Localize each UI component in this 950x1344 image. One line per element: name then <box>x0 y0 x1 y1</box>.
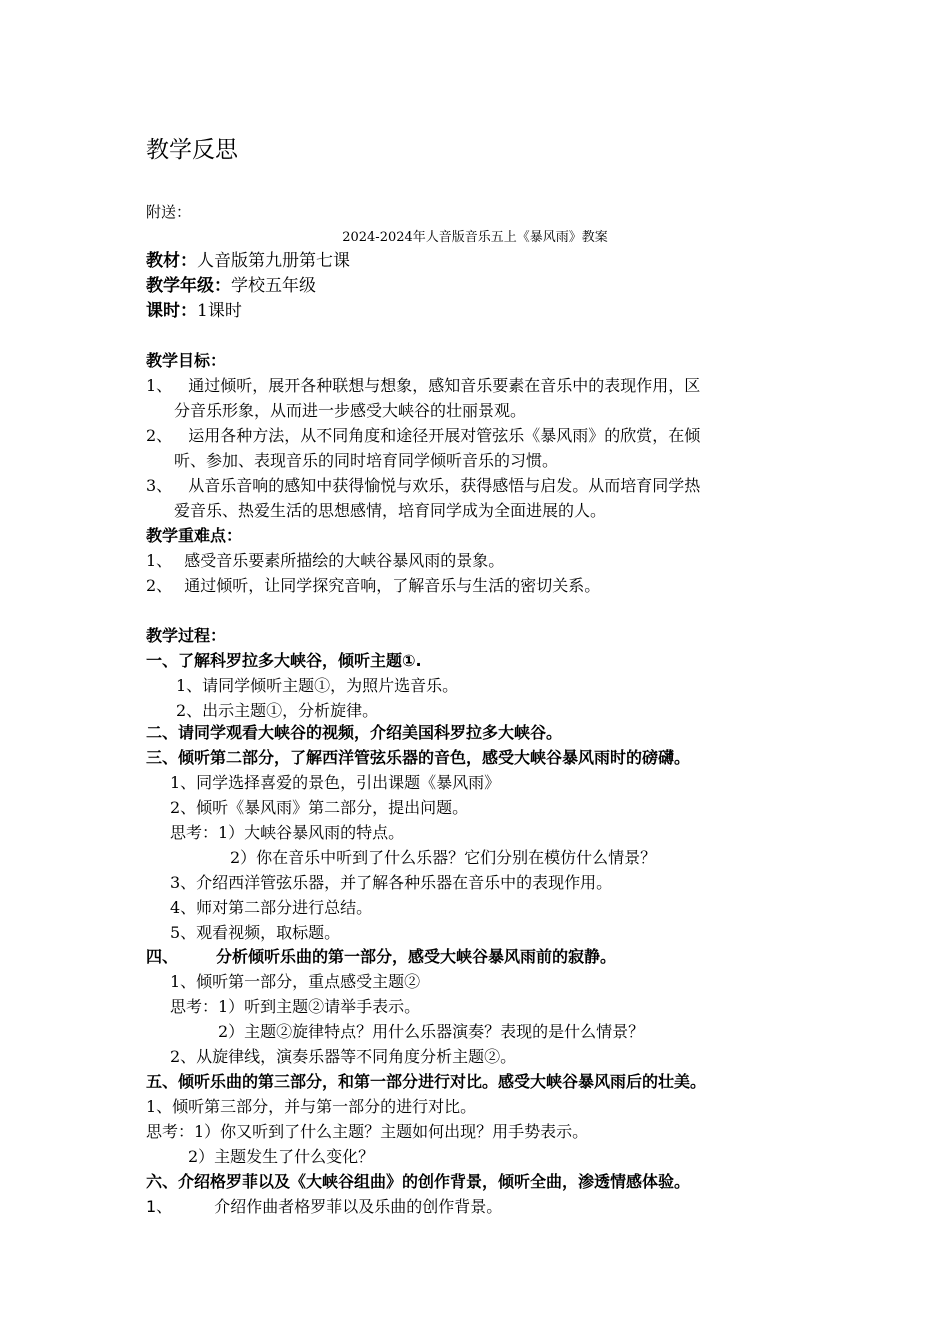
section-title: 三、倾听第二部分，了解西洋管弦乐器的音色，感受大峡谷暴风雨时的磅礴。 <box>146 748 691 767</box>
process-title: 教学过程： <box>146 626 227 645</box>
difficulty-item <box>146 550 504 572</box>
grade-value: 学校五年级 <box>231 276 316 296</box>
section-num: 四、 <box>146 947 179 966</box>
section-title-row <box>146 946 616 968</box>
difficulty-num: 2、 <box>146 576 173 595</box>
objective-item <box>146 425 700 447</box>
think-prompt: 思考：1）听到主题②请举手表示。 <box>170 997 421 1016</box>
section-item: 4、师对第二部分进行总结。 <box>170 898 373 917</box>
hours-label: 课时： <box>146 301 197 321</box>
objective-num: 2、 <box>146 426 173 445</box>
material-value: 人音版第九册第七课 <box>197 251 350 271</box>
objective-text: 运用各种方法，从不同角度和途径开展对管弦乐《暴风雨》的欣赏，在倾 <box>188 426 701 445</box>
section-item <box>146 1196 502 1218</box>
document-title: 2024-2024年人音版音乐五上《暴风雨》教案 <box>342 230 608 245</box>
page-heading: 教学反思 <box>146 137 238 163</box>
appendix-label: 附送： <box>146 203 192 221</box>
objective-continuation: 分音乐形象，从而进一步感受大峡谷的壮丽景观。 <box>174 401 527 420</box>
objective-num: 1、 <box>146 376 173 395</box>
difficulty-text: 通过倾听，让同学探究音响，了解音乐与生活的密切关系。 <box>184 576 601 595</box>
objective-text: 通过倾听，展开各种联想与想象，感知音乐要素在音乐中的表现作用，区 <box>188 376 701 395</box>
section-item: 2、倾听《暴风雨》第二部分，提出问题。 <box>170 798 469 817</box>
section-title: 五、倾听乐曲的第三部分，和第一部分进行对比。感受大峡谷暴风雨后的壮美。 <box>146 1072 707 1091</box>
grade-label: 教学年级： <box>146 276 231 296</box>
grade-line <box>146 275 316 297</box>
section-item: 1、倾听第三部分，并与第一部分的进行对比。 <box>146 1097 477 1116</box>
section-item: 1、同学选择喜爱的景色，引出课题《暴风雨》 <box>170 773 501 792</box>
section-title: 一、了解科罗拉多大峡谷，倾听主题①. <box>146 651 422 670</box>
hours-line <box>146 300 242 322</box>
think-prompt: 思考：1）你又听到了什么主题？主题如何出现？用手势表示。 <box>146 1122 589 1141</box>
section-item-num: 1、 <box>146 1197 173 1216</box>
difficulties-title: 教学重难点： <box>146 526 243 545</box>
section-item: 3、介绍西洋管弦乐器，并了解各种乐器在音乐中的表现作用。 <box>170 873 613 892</box>
section-item: 2、从旋律线，演奏乐器等不同角度分析主题②。 <box>170 1047 517 1066</box>
section-item: 5、观看视频，取标题。 <box>170 923 341 942</box>
material-line <box>146 250 350 272</box>
think-subitem: 2）主题发生了什么变化？ <box>188 1147 375 1166</box>
objective-item <box>146 375 700 397</box>
hours-value: 1课时 <box>197 301 242 321</box>
section-title: 分析倾听乐曲的第一部分，感受大峡谷暴风雨前的寂静。 <box>216 947 617 966</box>
objective-num: 3、 <box>146 476 173 495</box>
think-prompt: 思考：1）大峡谷暴风雨的特点。 <box>170 823 405 842</box>
difficulty-text: 感受音乐要素所描绘的大峡谷暴风雨的景象。 <box>184 551 505 570</box>
think-subitem: 2）你在音乐中听到了什么乐器？它们分别在模仿什么情景？ <box>230 848 657 867</box>
section-item: 2、出示主题①，分析旋律。 <box>176 701 379 720</box>
material-label: 教材： <box>146 251 197 271</box>
objective-text: 从音乐音响的感知中获得愉悦与欢乐，获得感悟与启发。从而培育同学热 <box>188 476 701 495</box>
objective-continuation: 听、参加、表现音乐的同时培育同学倾听音乐的习惯。 <box>174 451 559 470</box>
difficulty-item <box>146 575 600 597</box>
section-title: 六、介绍格罗菲以及《大峡谷组曲》的创作背景，倾听全曲，渗透情感体验。 <box>146 1172 691 1191</box>
section-item: 1、倾听第一部分，重点感受主题② <box>170 972 421 991</box>
objective-item <box>146 475 700 497</box>
section-item: 1、请同学倾听主题①，为照片选音乐。 <box>176 676 459 695</box>
section-item-text: 介绍作曲者格罗菲以及乐曲的创作背景。 <box>214 1197 503 1216</box>
objective-continuation: 爱音乐、热爱生活的思想感情，培育同学成为全面进展的人。 <box>174 501 607 520</box>
section-title: 二、请同学观看大峡谷的视频，介绍美国科罗拉多大峡谷。 <box>146 723 563 742</box>
think-subitem: 2）主题②旋律特点？用什么乐器演奏？表现的是什么情景？ <box>218 1022 645 1041</box>
objectives-title: 教学目标： <box>146 351 227 370</box>
difficulty-num: 1、 <box>146 551 173 570</box>
